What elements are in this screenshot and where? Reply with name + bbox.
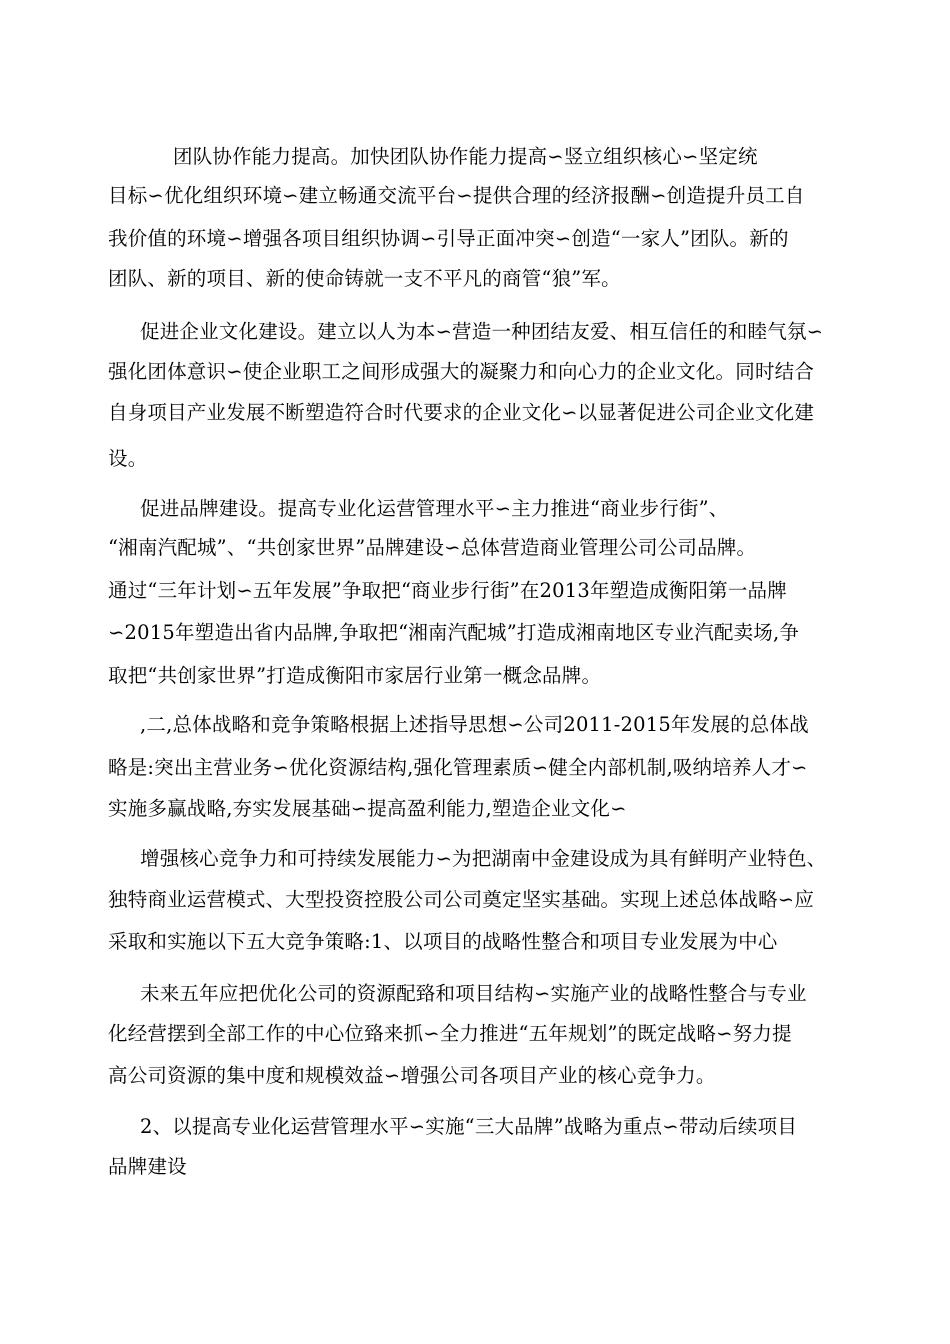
text-line: 增强核心竞争力和可持续发展能力∽为把湖南中金建设成为具有鲜明产业特色、 [140, 847, 827, 870]
text-line: 团队协作能力提高。加快团队协作能力提高∽竖立组织核心∽坚定统 [173, 145, 758, 168]
text-line: 促进企业文化建设。建立以人为本∽营造一种团结友爱、相互信任的和睦气氛∽ [140, 320, 824, 343]
text-line: 实施多赢战略,夯实发展基础∽提高盈利能力,塑造企业文化∽ [108, 797, 627, 820]
text-line: 自身项目产业发展不断塑造符合时代要求的企业文化∽以显著促进公司企业文化建 [108, 401, 815, 424]
text-line: “湘南汽配城”、“共创家世界”品牌建设∽总体营造商业管理公司公司品牌。 [108, 536, 757, 559]
text-line: 取把“共创家世界”打造成衡阳市家居行业第一概念品牌。 [108, 664, 602, 687]
text-line: 团队、新的项目、新的使命铸就一支不平凡的商管“狼”军。 [108, 267, 621, 290]
text-line: 目标∽优化组织环境∽建立畅通交流平台∽提供合理的经济报酬∽创造提升员工自 [108, 184, 805, 207]
text-line: 品牌建设 [108, 1155, 187, 1178]
text-line: 通过“三年计划∽五年发展”争取把“商业步行街”在2013年塑造成衡阳第一品牌 [108, 579, 787, 602]
text-line: 未来五年应把优化公司的资源配臵和项目结构∽实施产业的战略性整合与专业 [140, 982, 807, 1005]
text-line: 设。 [108, 447, 148, 470]
text-line: 化经营摆到全部工作的中心位臵来抓∽全力推进“五年规划”的既定战略∽努力提 [108, 1022, 792, 1045]
text-line: ∽2015年塑造出省内品牌,争取把“湘南汽配城”打造成湘南地区专业汽配卖场,争 [108, 621, 800, 644]
text-line: 强化团体意识∽使企业职工之间形成强大的凝聚力和向心力的企业文化。同时结合 [108, 360, 815, 383]
text-line: 促进品牌建设。提高专业化运营管理水平∽主力推进“商业步行街”、 [140, 497, 729, 520]
text-line: 高公司资源的集中度和规模效益∽增强公司各项目产业的核心竞争力。 [108, 1064, 716, 1087]
text-line: 2、以提高专业化运营管理水平∽实施“三大品牌”战略为重点∽带动后续项目 [140, 1115, 798, 1138]
text-line: 采取和实施以下五大竞争策略:1、以项目的战略性整合和项目专业发展为中心 [108, 930, 778, 953]
text-line: ,二,总体战略和竞争策略根据上述指导思想∽公司2011-2015年发展的总体战 [140, 713, 809, 736]
text-line: 我价值的环境∽增强各项目组织协调∽引导正面冲突∽创造“一家人”团队。新的 [108, 227, 789, 250]
text-line: 独特商业运营模式、大型投资控股公司公司奠定坚实基础。实现上述总体战略∽应 [108, 888, 815, 911]
text-line: 略是:突出主营业务∽优化资源结构,强化管理素质∽健全内部机制,吸纳培养人才∽ [108, 756, 808, 779]
